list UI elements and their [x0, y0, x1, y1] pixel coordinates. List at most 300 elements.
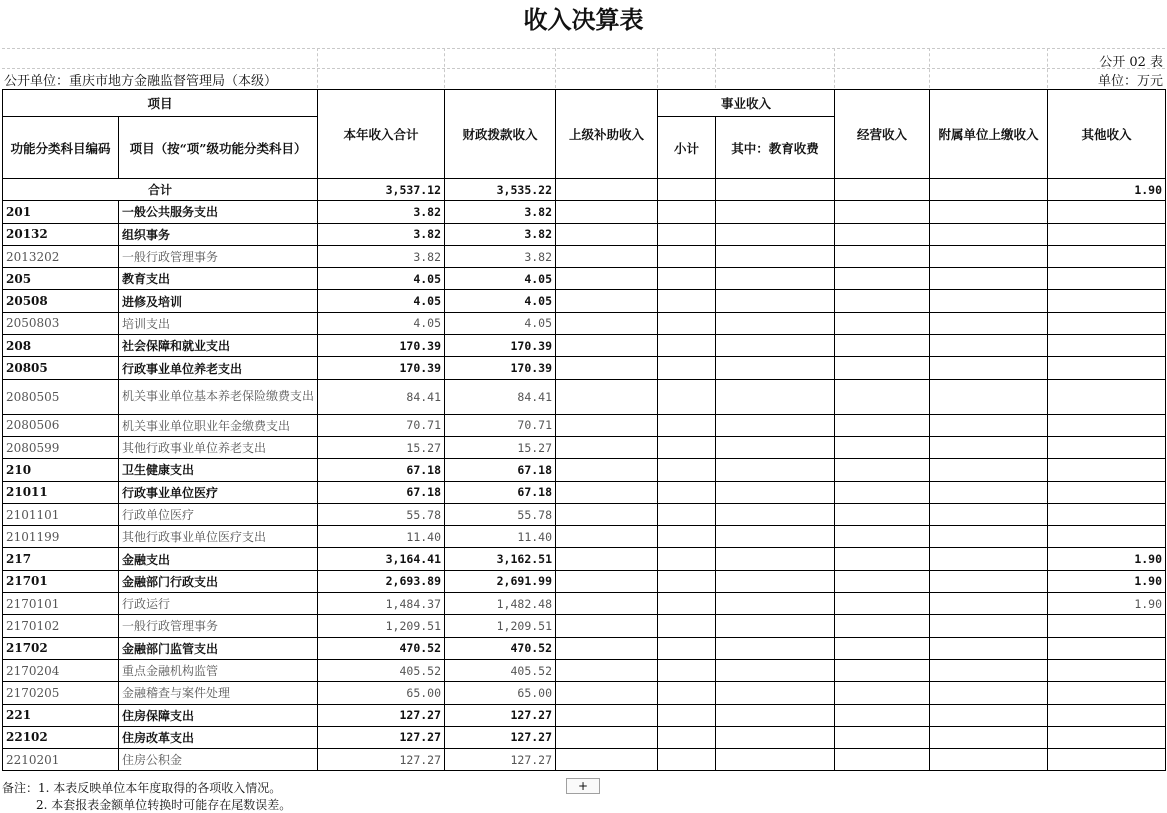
fiscal-cell: 2,691.99	[445, 570, 556, 592]
other-cell	[1048, 312, 1166, 334]
affiliated-cell	[930, 593, 1048, 615]
name-cell: 金融支出	[119, 548, 318, 570]
fiscal-cell: 65.00	[445, 682, 556, 704]
subtotal-cell	[658, 659, 716, 681]
superior-cell	[556, 749, 658, 771]
other-cell	[1048, 459, 1166, 481]
subtotal-cell	[658, 749, 716, 771]
unit-label: 单位：万元	[1097, 74, 1163, 89]
operating-cell	[835, 459, 930, 481]
table-row	[3, 414, 1166, 436]
name-cell: 住房公积金	[119, 749, 318, 771]
superior-cell	[556, 335, 658, 357]
add-sheet-button[interactable]: +	[566, 778, 600, 794]
affiliated-cell	[930, 201, 1048, 223]
superior-cell	[556, 436, 658, 458]
affiliated-cell	[930, 704, 1048, 726]
superior-cell	[556, 682, 658, 704]
header-business: 事业收入	[658, 90, 835, 117]
fiscal-cell: 1,482.48	[445, 593, 556, 615]
operating-cell	[835, 726, 930, 748]
operating-cell	[835, 481, 930, 503]
header-operating: 经营收入	[835, 90, 930, 179]
subtotal-cell	[658, 223, 716, 245]
superior-cell	[556, 357, 658, 379]
table-row	[3, 503, 1166, 525]
name-cell: 行政事业单位医疗	[119, 481, 318, 503]
code-cell: 20805	[3, 357, 119, 379]
subtotal-cell	[658, 548, 716, 570]
table-row	[3, 637, 1166, 659]
operating-cell	[835, 659, 930, 681]
fiscal-cell: 55.78	[445, 503, 556, 525]
other-cell	[1048, 659, 1166, 681]
income-total-cell: 67.18	[318, 481, 445, 503]
header-other: 其他收入	[1048, 90, 1166, 179]
superior-cell	[556, 312, 658, 334]
subtotal-cell	[658, 704, 716, 726]
affiliated-cell	[930, 659, 1048, 681]
subtotal-cell	[658, 481, 716, 503]
code-cell: 2050803	[3, 312, 119, 334]
code-cell: 21702	[3, 637, 119, 659]
operating-cell	[835, 615, 930, 637]
affiliated-cell	[930, 379, 1048, 414]
other-cell	[1048, 357, 1166, 379]
operating-cell	[835, 682, 930, 704]
education-cell	[716, 312, 835, 334]
table-row	[3, 436, 1166, 458]
superior-cell	[556, 290, 658, 312]
income-total-cell: 127.27	[318, 704, 445, 726]
code-cell: 2170205	[3, 682, 119, 704]
note-line-1: 备注：1. 本表反映单位本年度取得的各项收入情况。	[2, 781, 282, 795]
other-cell	[1048, 223, 1166, 245]
education-cell	[716, 245, 835, 267]
education-cell	[716, 414, 835, 436]
education-cell	[716, 682, 835, 704]
income-total-cell: 127.27	[318, 726, 445, 748]
superior-cell	[556, 637, 658, 659]
other-cell	[1048, 481, 1166, 503]
education-cell	[716, 459, 835, 481]
table-row	[3, 526, 1166, 548]
operating-cell	[835, 312, 930, 334]
superior-cell	[556, 615, 658, 637]
superior-cell	[556, 459, 658, 481]
fiscal-cell: 15.27	[445, 436, 556, 458]
education-cell	[716, 335, 835, 357]
affiliated-cell	[930, 223, 1048, 245]
name-cell: 培训支出	[119, 312, 318, 334]
income-table	[2, 89, 1166, 771]
income-total-cell: 84.41	[318, 379, 445, 414]
education-cell	[716, 704, 835, 726]
income-total-cell: 1,209.51	[318, 615, 445, 637]
table-row	[3, 704, 1166, 726]
affiliated-cell	[930, 481, 1048, 503]
income-total-cell: 3,164.41	[318, 548, 445, 570]
fiscal-cell: 4.05	[445, 268, 556, 290]
table-row	[3, 682, 1166, 704]
other-cell	[1048, 290, 1166, 312]
other-cell: 1.90	[1048, 570, 1166, 592]
education-cell	[716, 201, 835, 223]
subtotal-cell	[658, 503, 716, 525]
code-cell: 201	[3, 201, 119, 223]
income-total-cell: 65.00	[318, 682, 445, 704]
name-cell: 一般行政管理事务	[119, 245, 318, 267]
name-cell: 机关事业单位基本养老保险缴费支出	[119, 379, 318, 414]
code-cell: 217	[3, 548, 119, 570]
total-label: 合计	[3, 179, 318, 201]
name-cell: 社会保障和就业支出	[119, 335, 318, 357]
subtotal-cell	[658, 312, 716, 334]
table-row	[3, 749, 1166, 771]
operating-cell	[835, 593, 930, 615]
income-total-cell: 70.71	[318, 414, 445, 436]
code-cell: 205	[3, 268, 119, 290]
name-cell: 一般公共服务支出	[119, 201, 318, 223]
affiliated-cell	[930, 268, 1048, 290]
affiliated-cell	[930, 749, 1048, 771]
subtotal-cell	[658, 268, 716, 290]
income-total-cell: 55.78	[318, 503, 445, 525]
operating-cell	[835, 637, 930, 659]
education-cell	[716, 570, 835, 592]
income-total-cell: 15.27	[318, 436, 445, 458]
subtotal-cell	[658, 682, 716, 704]
affiliated-cell	[930, 459, 1048, 481]
other-cell	[1048, 682, 1166, 704]
other-cell: 1.90	[1048, 593, 1166, 615]
income-total-cell: 4.05	[318, 268, 445, 290]
operating-cell	[835, 223, 930, 245]
name-cell: 行政运行	[119, 593, 318, 615]
table-row	[3, 548, 1166, 570]
subtotal-cell	[658, 290, 716, 312]
superior-cell	[556, 481, 658, 503]
affiliated-cell	[930, 526, 1048, 548]
operating-cell	[835, 749, 930, 771]
code-cell: 20508	[3, 290, 119, 312]
superior-cell	[556, 503, 658, 525]
code-cell: 2170102	[3, 615, 119, 637]
header-fiscal: 财政拨款收入	[445, 90, 556, 179]
table-row	[3, 201, 1166, 223]
name-cell: 行政事业单位养老支出	[119, 357, 318, 379]
total-fiscal-cell: 3,535.22	[445, 179, 556, 201]
education-cell	[716, 548, 835, 570]
affiliated-cell	[930, 290, 1048, 312]
education-cell	[716, 659, 835, 681]
code-cell: 20132	[3, 223, 119, 245]
name-cell: 卫生健康支出	[119, 459, 318, 481]
fiscal-cell: 170.39	[445, 335, 556, 357]
table-row	[3, 481, 1166, 503]
education-cell	[716, 379, 835, 414]
affiliated-cell	[930, 548, 1048, 570]
affiliated-cell	[930, 503, 1048, 525]
subtotal-cell	[658, 201, 716, 223]
fiscal-cell: 170.39	[445, 357, 556, 379]
affiliated-cell	[930, 436, 1048, 458]
name-cell: 一般行政管理事务	[119, 615, 318, 637]
other-cell	[1048, 436, 1166, 458]
name-cell: 其他行政事业单位医疗支出	[119, 526, 318, 548]
operating-cell	[835, 268, 930, 290]
other-cell	[1048, 414, 1166, 436]
page-title: 收入决算表	[523, 5, 644, 34]
education-cell	[716, 526, 835, 548]
header-project: 项目	[3, 90, 318, 117]
superior-cell	[556, 570, 658, 592]
code-cell: 2210201	[3, 749, 119, 771]
subtotal-cell	[658, 526, 716, 548]
operating-cell	[835, 335, 930, 357]
name-cell: 金融部门监管支出	[119, 637, 318, 659]
total-row	[3, 179, 1166, 201]
superior-cell	[556, 704, 658, 726]
code-cell: 2080506	[3, 414, 119, 436]
operating-cell	[835, 357, 930, 379]
other-cell	[1048, 379, 1166, 414]
header-name: 项目（按“项”级功能分类科目）	[119, 117, 318, 179]
education-cell	[716, 436, 835, 458]
other-cell	[1048, 245, 1166, 267]
subtotal-cell	[658, 459, 716, 481]
fiscal-cell: 67.18	[445, 459, 556, 481]
fiscal-cell: 67.18	[445, 481, 556, 503]
header-subtotal: 小计	[658, 117, 716, 179]
operating-cell	[835, 570, 930, 592]
operating-cell	[835, 201, 930, 223]
subtotal-cell	[658, 726, 716, 748]
subtotal-cell	[658, 637, 716, 659]
education-cell	[716, 726, 835, 748]
other-cell	[1048, 268, 1166, 290]
unit-row	[4, 70, 1163, 88]
code-cell: 2170204	[3, 659, 119, 681]
other-cell	[1048, 615, 1166, 637]
income-total-cell: 3.82	[318, 245, 445, 267]
superior-cell	[556, 379, 658, 414]
subtotal-cell	[658, 436, 716, 458]
fiscal-cell: 11.40	[445, 526, 556, 548]
table-row	[3, 615, 1166, 637]
code-cell: 21011	[3, 481, 119, 503]
income-total-cell: 4.05	[318, 290, 445, 312]
operating-cell	[835, 548, 930, 570]
header-superior: 上级补助收入	[556, 90, 658, 179]
code-cell: 2013202	[3, 245, 119, 267]
affiliated-cell	[930, 615, 1048, 637]
code-cell: 2101199	[3, 526, 119, 548]
education-cell	[716, 357, 835, 379]
code-cell: 221	[3, 704, 119, 726]
other-cell	[1048, 201, 1166, 223]
table-row	[3, 593, 1166, 615]
header-total-income: 本年收入合计	[318, 90, 445, 179]
table-row	[3, 335, 1166, 357]
other-cell	[1048, 503, 1166, 525]
table-row	[3, 357, 1166, 379]
form-number: 公开 02 表	[1099, 55, 1163, 70]
name-cell: 行政单位医疗	[119, 503, 318, 525]
operating-cell	[835, 503, 930, 525]
income-total-cell: 67.18	[318, 459, 445, 481]
superior-cell	[556, 659, 658, 681]
income-total-cell: 470.52	[318, 637, 445, 659]
operating-cell	[835, 290, 930, 312]
table-row	[3, 312, 1166, 334]
operating-cell	[835, 379, 930, 414]
fiscal-cell: 470.52	[445, 637, 556, 659]
table-row	[3, 379, 1166, 414]
name-cell: 重点金融机构监管	[119, 659, 318, 681]
superior-cell	[556, 201, 658, 223]
subtotal-cell	[658, 379, 716, 414]
note-line-2: 2. 本套报表金额单位转换时可能存在尾数误差。	[36, 798, 292, 812]
income-total-cell: 4.05	[318, 312, 445, 334]
fiscal-cell: 4.05	[445, 312, 556, 334]
name-cell: 住房保障支出	[119, 704, 318, 726]
education-cell	[716, 637, 835, 659]
header-affiliated: 附属单位上缴收入	[930, 90, 1048, 179]
name-cell: 教育支出	[119, 268, 318, 290]
education-cell	[716, 593, 835, 615]
name-cell: 机关事业单位职业年金缴费支出	[119, 414, 318, 436]
name-cell: 进修及培训	[119, 290, 318, 312]
table-row	[3, 726, 1166, 748]
name-cell: 其他行政事业单位养老支出	[119, 436, 318, 458]
fiscal-cell: 3,162.51	[445, 548, 556, 570]
name-cell: 组织事务	[119, 223, 318, 245]
code-cell: 210	[3, 459, 119, 481]
subtotal-cell	[658, 593, 716, 615]
fiscal-cell: 127.27	[445, 704, 556, 726]
name-cell: 住房改革支出	[119, 726, 318, 748]
unit-name: 公开单位：重庆市地方金融监督管理局（本级）	[4, 74, 278, 89]
superior-cell	[556, 593, 658, 615]
total-other-cell: 1.90	[1048, 179, 1166, 201]
fiscal-cell: 3.82	[445, 201, 556, 223]
subtotal-cell	[658, 615, 716, 637]
table-row	[3, 268, 1166, 290]
fiscal-cell: 4.05	[445, 290, 556, 312]
education-cell	[716, 268, 835, 290]
affiliated-cell	[930, 414, 1048, 436]
other-cell	[1048, 335, 1166, 357]
other-cell: 1.90	[1048, 548, 1166, 570]
subtotal-cell	[658, 357, 716, 379]
other-cell	[1048, 637, 1166, 659]
income-total-cell: 3.82	[318, 223, 445, 245]
subtotal-cell	[658, 335, 716, 357]
superior-cell	[556, 245, 658, 267]
fiscal-cell: 405.52	[445, 659, 556, 681]
education-cell	[716, 223, 835, 245]
header-education: 其中：教育收费	[716, 117, 835, 179]
header-code: 功能分类科目编码	[3, 117, 119, 179]
education-cell	[716, 481, 835, 503]
superior-cell	[556, 548, 658, 570]
operating-cell	[835, 414, 930, 436]
superior-cell	[556, 526, 658, 548]
code-cell: 2080505	[3, 379, 119, 414]
table-row	[3, 223, 1166, 245]
other-cell	[1048, 726, 1166, 748]
education-cell	[716, 749, 835, 771]
affiliated-cell	[930, 245, 1048, 267]
subtotal-cell	[658, 414, 716, 436]
affiliated-cell	[930, 726, 1048, 748]
income-total-cell: 405.52	[318, 659, 445, 681]
affiliated-cell	[930, 312, 1048, 334]
income-total-cell: 11.40	[318, 526, 445, 548]
education-cell	[716, 615, 835, 637]
income-total-cell: 2,693.89	[318, 570, 445, 592]
operating-cell	[835, 526, 930, 548]
income-total-cell: 170.39	[318, 335, 445, 357]
code-cell: 22102	[3, 726, 119, 748]
code-cell: 2101101	[3, 503, 119, 525]
fiscal-cell: 1,209.51	[445, 615, 556, 637]
income-total-cell: 127.27	[318, 749, 445, 771]
superior-cell	[556, 268, 658, 290]
education-cell	[716, 290, 835, 312]
table-row	[3, 570, 1166, 592]
fiscal-cell: 127.27	[445, 726, 556, 748]
name-cell: 金融部门行政支出	[119, 570, 318, 592]
affiliated-cell	[930, 682, 1048, 704]
income-total-cell: 3.82	[318, 201, 445, 223]
other-cell	[1048, 704, 1166, 726]
affiliated-cell	[930, 357, 1048, 379]
affiliated-cell	[930, 570, 1048, 592]
income-total-cell: 170.39	[318, 357, 445, 379]
income-total-cell: 1,484.37	[318, 593, 445, 615]
operating-cell	[835, 436, 930, 458]
affiliated-cell	[930, 335, 1048, 357]
total-income-cell: 3,537.12	[318, 179, 445, 201]
code-cell: 2170101	[3, 593, 119, 615]
subtotal-cell	[658, 245, 716, 267]
subtotal-cell	[658, 570, 716, 592]
fiscal-cell: 127.27	[445, 749, 556, 771]
superior-cell	[556, 223, 658, 245]
education-cell	[716, 503, 835, 525]
table-row	[3, 245, 1166, 267]
table-row	[3, 459, 1166, 481]
operating-cell	[835, 245, 930, 267]
table-row	[3, 290, 1166, 312]
superior-cell	[556, 726, 658, 748]
superior-cell	[556, 414, 658, 436]
fiscal-cell: 70.71	[445, 414, 556, 436]
other-cell	[1048, 749, 1166, 771]
operating-cell	[835, 704, 930, 726]
code-cell: 21701	[3, 570, 119, 592]
other-cell	[1048, 526, 1166, 548]
fiscal-cell: 3.82	[445, 245, 556, 267]
code-cell: 2080599	[3, 436, 119, 458]
code-cell: 208	[3, 335, 119, 357]
name-cell: 金融稽查与案件处理	[119, 682, 318, 704]
table-row	[3, 659, 1166, 681]
fiscal-cell: 3.82	[445, 223, 556, 245]
fiscal-cell: 84.41	[445, 379, 556, 414]
